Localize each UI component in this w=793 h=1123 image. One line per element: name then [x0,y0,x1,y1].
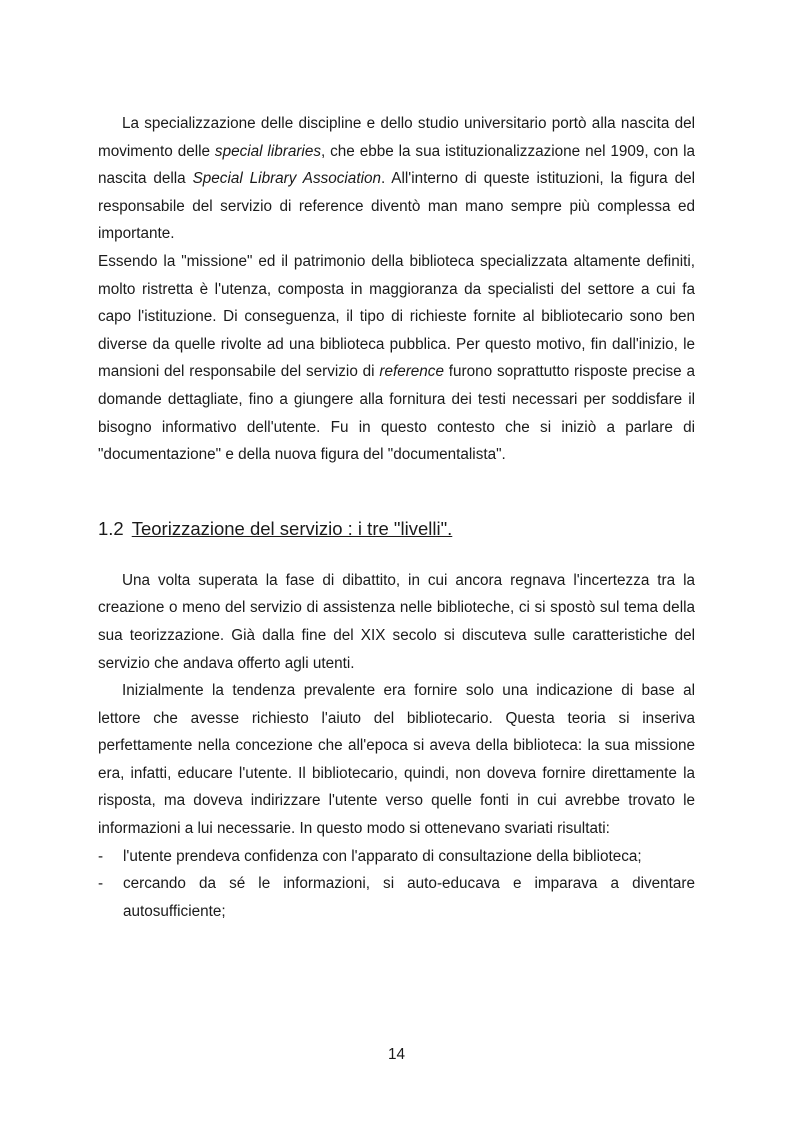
text-span: furono soprattutto risposte precise a domande dettagliate, fino a giungere alla fornitura dei testi necessari per soddisfare il bisogno informativo dell'utente. Fu in questo contesto che si iniziò a parlare di "documentazione" e della nuova figura del "documentalista". [98,363,695,464]
paragraph-theorization: Una volta superata la fase di dibattito, in cui ancora regnava l'incertezza tra la creazione o meno del servizio di assistenza nelle biblioteche, ci si spostò sul tema della sua teorizzazione. Già dalla fine del XIX secolo si discuteva sulle caratteristiche del servizio che andava offerto agli utenti. [98,571,695,672]
italic-term: Special Library Association [192,170,381,188]
list-item-text: cercando da sé le informazioni, si auto-educava e imparava a diventare autosufficiente; [123,875,695,920]
document-body [98,110,695,925]
paragraph-mission [98,248,695,469]
paragraph-initial-tendency: Inizialmente la tendenza prevalente era fornire solo una indicazione di base al lettore che avesse richiesto l'aiuto del bibliotecario. Questa teoria si inseriva perfettamente nella concezione che all'epoca si aveva della biblioteca: la sua missione era, infatti, educare l'utente. Il bibliotecario, quindi, non doveva fornire direttamente la risposta, ma doveva indirizzare l'utente verso quelle fonti in cui avrebbe trovato le informazioni a lui necessarie. In questo modo si ottenevano svariati risultati: [98,682,695,838]
text-span: , che ebbe la sua istituzionalizzazione nel 1909, con la nascita della [98,142,696,188]
section-number: 1.2 [98,517,124,539]
section-heading [98,517,695,541]
text-span: Essendo la "missione" ed il patrimonio della biblioteca specializzata altamente definiti, molto ristretta è l'utenza, composta in maggioranza da specialisti del settore a cui fa capo l'istituzione. Di conseguenza, il tipo di richieste fornite al bibliotecario sono ben diverse da quelle rivolte ad una biblioteca pubblica. Per questo motivo, fin dall'inizio, le mansioni del responsabile del servizio di [98,252,695,381]
text-span: La specializzazione delle discipline e dello studio universitario portò alla nascita del movimento delle [98,115,695,160]
list-item [98,843,695,871]
dash-bullet: - [98,847,104,865]
results-list [98,843,695,926]
list-item-text: l'utente prendeva confidenza con l'apparato di consultazione della biblioteca; [123,847,642,865]
dash-bullet: - [98,875,104,893]
paragraph-special-libraries [98,110,695,248]
section-title: Teorizzazione del servizio : i tre "livelli". [131,517,453,539]
italic-term: reference [379,363,444,381]
list-item [98,870,695,925]
italic-term: special libraries [214,142,321,160]
page-number: 14 [387,1046,405,1063]
text-span: . All'interno di queste istituzioni, la figura del responsabile del servizio di reference diventò man mano sempre più complessa ed importante. [98,170,695,243]
